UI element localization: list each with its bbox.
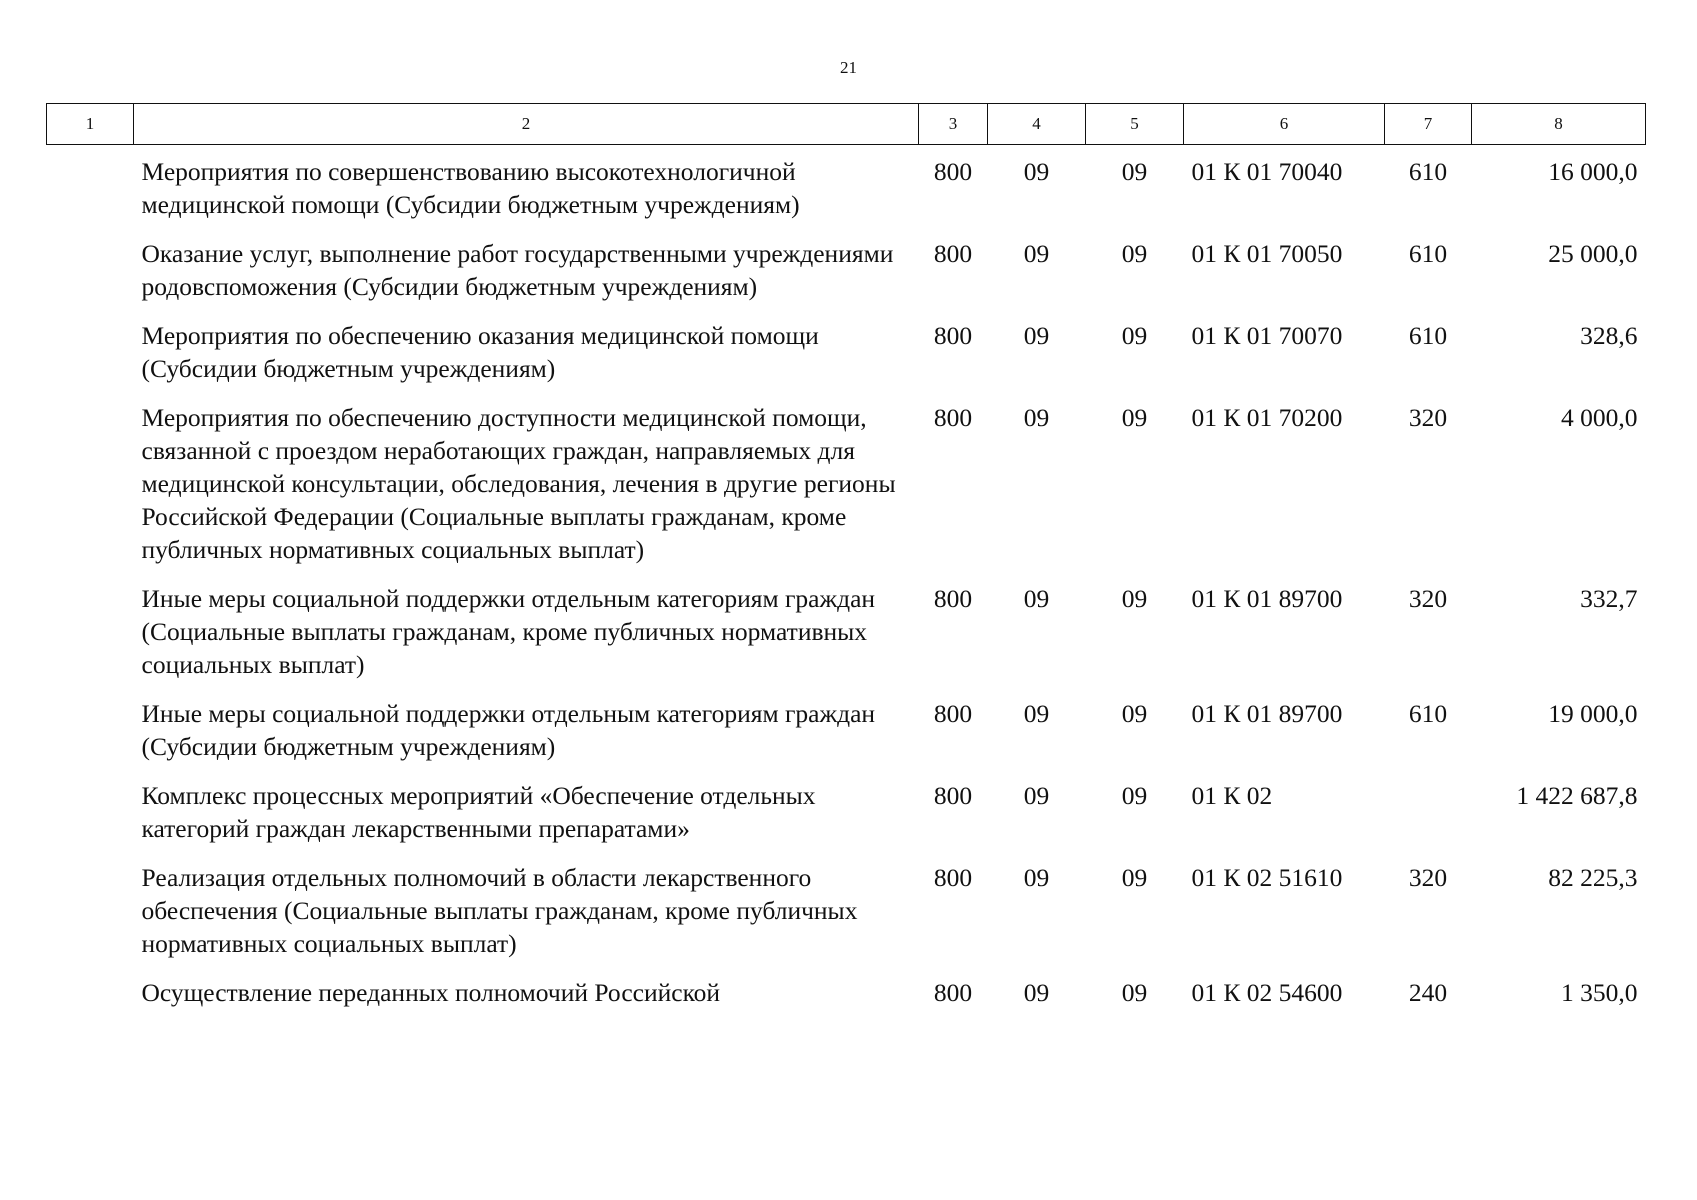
item-name: Осуществление переданных полномочий Российской bbox=[141, 978, 721, 1007]
target-article-code: 01 К 02 bbox=[1191, 781, 1273, 810]
column-header-2: 2 bbox=[134, 104, 919, 145]
amount: 332,7 bbox=[1580, 584, 1638, 613]
table-row bbox=[47, 237, 1646, 319]
amount: 1 350,0 bbox=[1561, 978, 1638, 1007]
target-article-code: 01 К 02 54600 bbox=[1191, 978, 1343, 1007]
expense-type-code: 610 bbox=[1408, 239, 1448, 268]
budget-table bbox=[46, 103, 1646, 1025]
column-header-8: 8 bbox=[1472, 104, 1646, 145]
row-number-cell bbox=[47, 779, 134, 861]
page-number: 21 bbox=[840, 58, 857, 77]
amount: 1 422 687,8 bbox=[1516, 781, 1638, 810]
row-number-cell bbox=[47, 582, 134, 697]
expense-type-code: 320 bbox=[1408, 863, 1448, 892]
amount: 328,6 bbox=[1580, 321, 1638, 350]
row-number-cell bbox=[47, 145, 134, 238]
ministry-code: 800 bbox=[933, 239, 973, 268]
item-name: Комплекс процессных мероприятий «Обеспечение отдельных категорий граждан лекарственными препаратами» bbox=[141, 781, 816, 843]
ministry-code: 800 bbox=[933, 157, 973, 186]
table-row bbox=[47, 976, 1646, 1025]
column-header-7: 7 bbox=[1385, 104, 1472, 145]
amount: 82 225,3 bbox=[1548, 863, 1638, 892]
table-row bbox=[47, 861, 1646, 976]
table-row bbox=[47, 582, 1646, 697]
ministry-code: 800 bbox=[933, 978, 973, 1007]
target-article-code: 01 К 01 70050 bbox=[1191, 239, 1343, 268]
target-article-code: 01 К 01 70200 bbox=[1191, 403, 1343, 432]
expense-type-code: 610 bbox=[1408, 699, 1448, 728]
table-row bbox=[47, 145, 1646, 238]
subsection-code: 09 bbox=[1121, 584, 1148, 613]
expense-type-code: 610 bbox=[1408, 321, 1448, 350]
subsection-code: 09 bbox=[1121, 239, 1148, 268]
ministry-code: 800 bbox=[933, 584, 973, 613]
subsection-code: 09 bbox=[1121, 403, 1148, 432]
row-number-cell bbox=[47, 697, 134, 779]
item-name: Мероприятия по совершенствованию высокотехнологичной медицинской помощи (Субсидии бюджетным учреждениям) bbox=[141, 157, 800, 219]
row-number-cell bbox=[47, 237, 134, 319]
expense-type-code: 320 bbox=[1408, 584, 1448, 613]
amount: 19 000,0 bbox=[1548, 699, 1638, 728]
section-code: 09 bbox=[1023, 978, 1050, 1007]
column-header-5: 5 bbox=[1086, 104, 1184, 145]
section-code: 09 bbox=[1023, 321, 1050, 350]
ministry-code: 800 bbox=[933, 863, 973, 892]
ministry-code: 800 bbox=[933, 781, 973, 810]
item-name: Иные меры социальной поддержки отдельным категориям граждан (Социальные выплаты гражданам, кроме публичных нормативных социальных выплат) bbox=[141, 584, 876, 679]
row-number-cell bbox=[47, 861, 134, 976]
column-header-1: 1 bbox=[47, 104, 134, 145]
table-row bbox=[47, 401, 1646, 582]
amount: 16 000,0 bbox=[1548, 157, 1638, 186]
subsection-code: 09 bbox=[1121, 157, 1148, 186]
subsection-code: 09 bbox=[1121, 863, 1148, 892]
item-name: Оказание услуг, выполнение работ государственными учреждениями родовспоможения (Субсидии бюджетным учреждениям) bbox=[141, 239, 894, 301]
target-article-code: 01 К 01 70040 bbox=[1191, 157, 1343, 186]
expense-type-code: 240 bbox=[1408, 978, 1448, 1007]
expense-type-code: 610 bbox=[1408, 157, 1448, 186]
ministry-code: 800 bbox=[933, 403, 973, 432]
table-row bbox=[47, 319, 1646, 401]
item-name: Мероприятия по обеспечению оказания медицинской помощи (Субсидии бюджетным учреждениям) bbox=[141, 321, 819, 383]
amount: 4 000,0 bbox=[1561, 403, 1638, 432]
section-code: 09 bbox=[1023, 403, 1050, 432]
target-article-code: 01 К 01 89700 bbox=[1191, 699, 1343, 728]
subsection-code: 09 bbox=[1121, 699, 1148, 728]
column-header-3: 3 bbox=[919, 104, 988, 145]
section-code: 09 bbox=[1023, 157, 1050, 186]
subsection-code: 09 bbox=[1121, 781, 1148, 810]
subsection-code: 09 bbox=[1121, 978, 1148, 1007]
amount: 25 000,0 bbox=[1548, 239, 1638, 268]
target-article-code: 01 К 01 70070 bbox=[1191, 321, 1343, 350]
column-header-4: 4 bbox=[988, 104, 1086, 145]
item-name: Мероприятия по обеспечению доступности медицинской помощи, связанной с проездом неработающих граждан, направляемых для медицинской консультации, обследования, лечения в другие регионы Российской Федерации (Социальные выплаты гражданам, кроме публичных нормативных социальных выплат) bbox=[141, 403, 896, 564]
subsection-code: 09 bbox=[1121, 321, 1148, 350]
section-code: 09 bbox=[1023, 781, 1050, 810]
target-article-code: 01 К 01 89700 bbox=[1191, 584, 1343, 613]
column-header-6: 6 bbox=[1184, 104, 1385, 145]
item-name: Реализация отдельных полномочий в области лекарственного обеспечения (Социальные выплаты гражданам, кроме публичных нормативных социальных выплат) bbox=[141, 863, 858, 958]
section-code: 09 bbox=[1023, 863, 1050, 892]
row-number-cell bbox=[47, 401, 134, 582]
expense-type-code bbox=[1385, 779, 1472, 861]
section-code: 09 bbox=[1023, 239, 1050, 268]
section-code: 09 bbox=[1023, 584, 1050, 613]
table-row bbox=[47, 779, 1646, 861]
item-name: Иные меры социальной поддержки отдельным категориям граждан (Субсидии бюджетным учреждениям) bbox=[141, 699, 876, 761]
ministry-code: 800 bbox=[933, 321, 973, 350]
row-number-cell bbox=[47, 319, 134, 401]
header-row bbox=[47, 104, 1646, 145]
expense-type-code: 320 bbox=[1408, 403, 1448, 432]
ministry-code: 800 bbox=[933, 699, 973, 728]
target-article-code: 01 К 02 51610 bbox=[1191, 863, 1343, 892]
section-code: 09 bbox=[1023, 699, 1050, 728]
table-row bbox=[47, 697, 1646, 779]
row-number-cell bbox=[47, 976, 134, 1025]
